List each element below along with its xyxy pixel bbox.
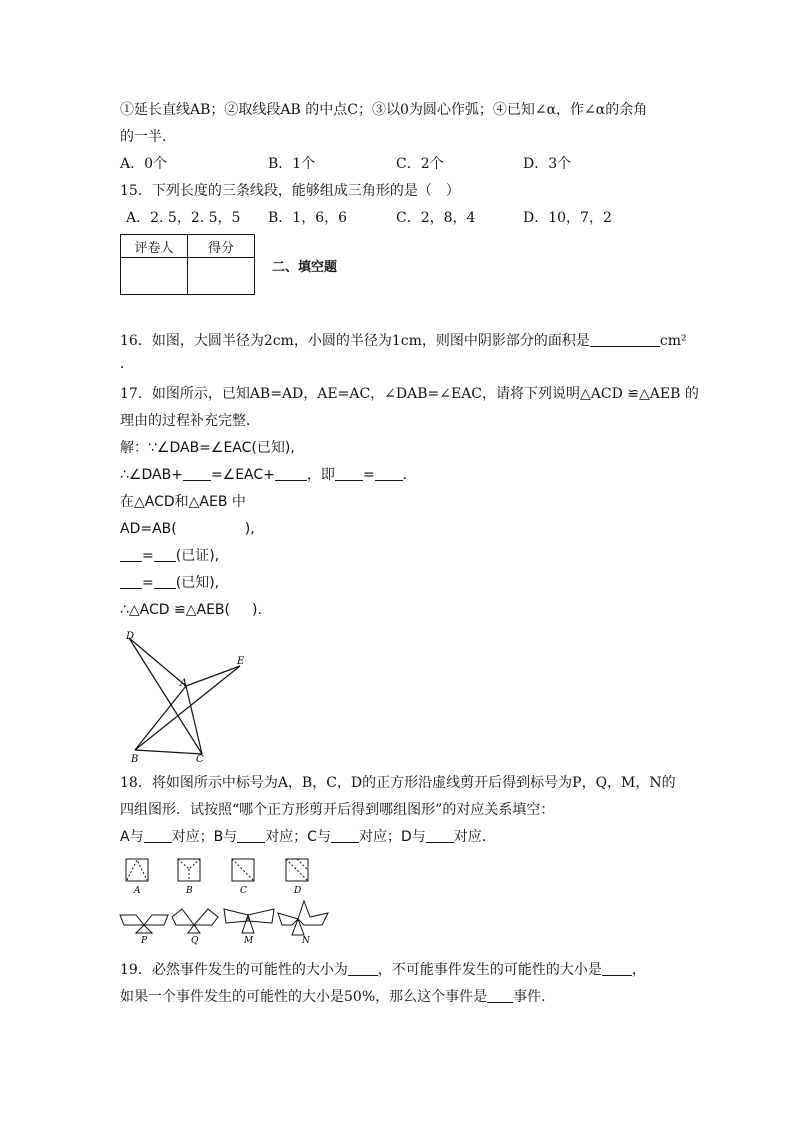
q14-line1: ①延长直线AB；②取线段AB 的中点C；③以0为圆心作弧；④已知∠α，作∠α的余角 (120, 102, 648, 118)
q16-blank (590, 332, 660, 347)
label-sq-b: B (186, 886, 193, 896)
q18-line3: A与 对应；B与 对应；C与 对应；D与 对应． (120, 829, 496, 845)
label-sq-c: C (240, 886, 247, 896)
q15-stem: 15．下列长度的三条线段，能够组成三角形的是（ ） (120, 183, 460, 199)
figure-17 (122, 628, 252, 768)
q14-option-a: A．0个 (120, 156, 168, 172)
figure-18 (116, 855, 336, 945)
q14-option-b: B．1个 (268, 156, 316, 172)
q15-option-b: B．1，6，6 (268, 210, 348, 226)
q19-line2: 如果一个事件发生的可能性的大小是50%，那么这个事件是 事件. (120, 989, 546, 1005)
score-header: 得分 (188, 235, 255, 258)
label-c: C (196, 754, 204, 765)
q17-line9: ∴△ACD ≌△AEB( ). (120, 602, 262, 618)
q17-line2: 理由的过程补充完整． (120, 413, 260, 429)
shape-p (120, 915, 168, 933)
score-cell (188, 258, 255, 295)
shape-q (172, 909, 218, 933)
label-a: A (180, 678, 188, 689)
section-title: 二、填空题 (272, 260, 338, 275)
q15-option-c: C．2，8，4 (396, 210, 476, 226)
label-b: B (131, 754, 139, 765)
label-q: Q (191, 936, 199, 945)
label-m: M (244, 936, 254, 945)
label-p: P (141, 936, 148, 945)
q17-line3: 解：∵∠DAB=∠EAC(已知), (120, 440, 295, 456)
shape-n (278, 901, 328, 935)
q14-option-c: C．2个 (396, 156, 444, 172)
q14-line2: 的一半． (120, 129, 176, 145)
q17-line8: = (已知), (120, 573, 219, 593)
q18-line2: 四组图形．试按照“哪个正方形剪开后得到哪组图形”的对应关系填空： (120, 802, 555, 818)
grade-table (120, 234, 255, 295)
q17-line7: = (已证), (120, 546, 219, 566)
label-sq-d: D (294, 886, 302, 896)
square-a (126, 859, 148, 881)
label-n: N (302, 936, 310, 945)
shape-m (224, 909, 274, 933)
q15-option-d: D．10，7，2 (523, 210, 612, 226)
q16-stem: 16．如图，大圆半径为2cm，小圆的半径为1cm，则图中阴影部分的面积是 cm² (120, 333, 687, 349)
grader-header: 评卷人 (121, 235, 188, 258)
grader-cell (121, 258, 188, 295)
q18-line1: 18．将如图所示中标号为A，B，C，D的正方形沿虚线剪开后得到标号为P，Q，M，N的 (120, 775, 676, 791)
q14-option-d: D．3个 (523, 156, 572, 172)
q19-line1: 19．必然事件发生的可能性的大小为 ，不可能事件发生的可能性的大小是 ， (120, 962, 646, 978)
q17-line1: 17．如图所示，已知AB=AD，AE=AC，∠DAB=∠EAC，请将下列说明△ACD ≌△AEB 的 (120, 386, 699, 402)
q17-line5: 在△ACD和△AEB 中 (120, 494, 246, 510)
q17-line4: ∴∠DAB+ =∠EAC+ ，即 = ． (120, 467, 417, 483)
q17-line6: AD=AB( ), (120, 521, 255, 537)
q15-option-a: A．2. 5，2. 5，5 (126, 210, 241, 226)
label-sq-a: A (134, 886, 141, 896)
label-d: D (126, 631, 135, 642)
q16-tail: ． (120, 356, 134, 372)
label-e: E (237, 656, 245, 667)
